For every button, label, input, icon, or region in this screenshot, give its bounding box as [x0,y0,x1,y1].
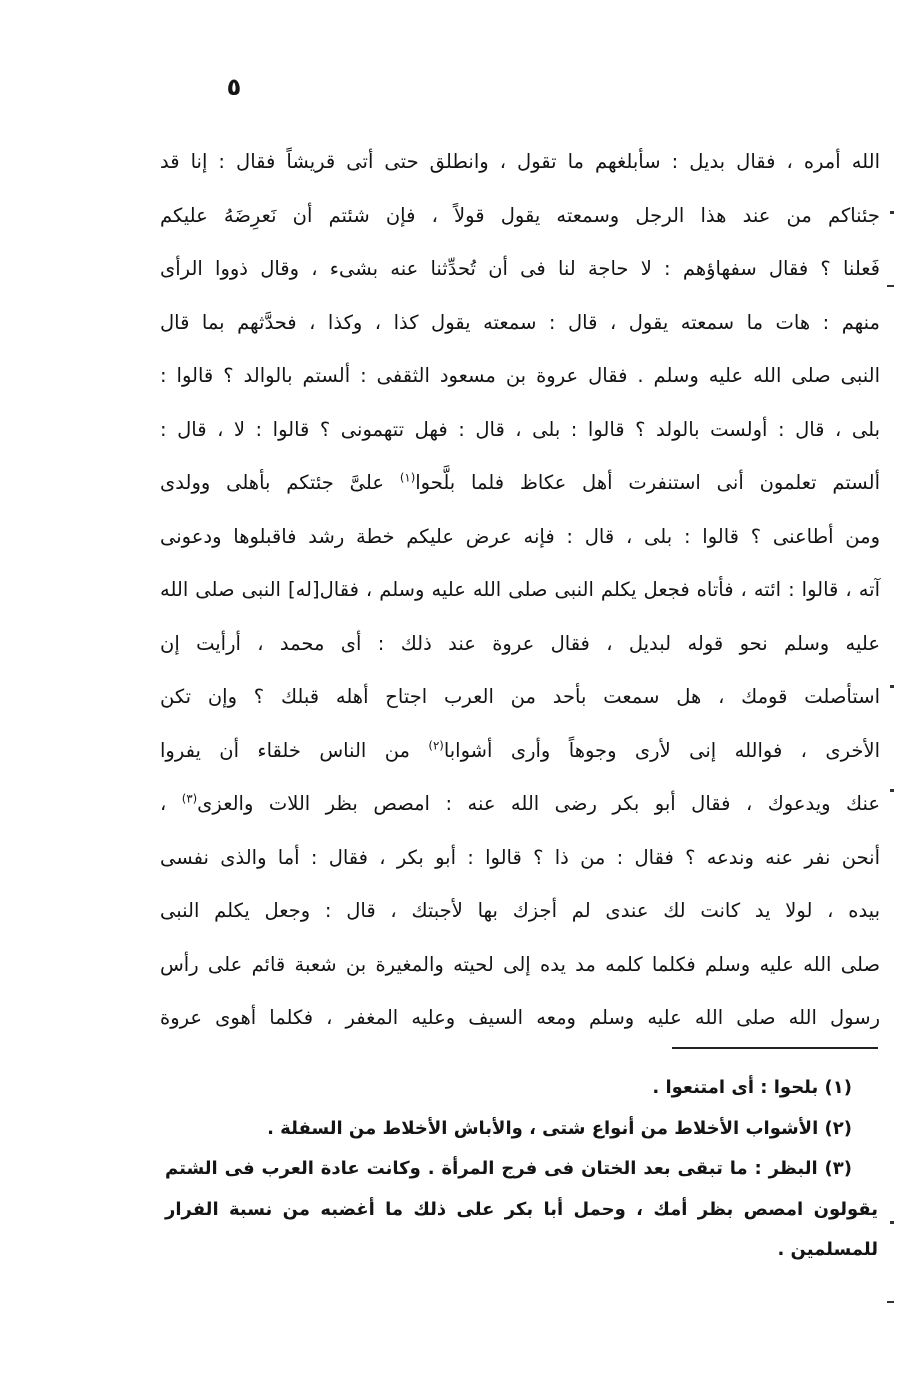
footnote-line: يقولون امصص بظر أمك ، وحمل أبا بكر على ذلك ما أغضبه من نسبة الفرار [165,1198,878,1220]
body-text-line: الله أمره ، فقال بديل : سأبلغهم ما تقول ، وانطلق حتى أتى قريشاً فقال : إنا قد [160,150,880,173]
margin-mark [887,285,894,287]
body-text-line: الأخرى ، فوالله إنى لأرى وجوهاً وأرى أشوابا$^{(٢)}$ من الناس خلقاء أن يفروا [160,738,880,762]
body-text-line: منهم : هات ما سمعته يقول ، قال : سمعته يقول كذا ، وكذا ، فحدَّثهم بما قال [160,310,880,334]
body-text-line: بلى ، قال : أولست بالولد ؟ قالوا : بلى ، قال : فهل تتهمونى ؟ قالوا : لا ، قال : [160,417,880,441]
body-text-line: عنك ويدعوك ، فقال أبو بكر رضى الله عنه : امصص بظر اللات والعزى$^{(٣)}$ ، [160,791,880,815]
margin-mark [890,685,894,688]
margin-mark [887,1301,894,1303]
margin-mark [890,211,894,214]
body-text-line: ومن أطاعنى ؟ قالوا : بلى ، قال : فإنه عرض عليكم خطة رشد فاقبلوها ودعونى [160,524,880,548]
main-text [160,135,880,1045]
margin-mark [890,1221,894,1224]
body-text-line: صلى الله عليه وسلم فكلما كلمه مد يده إلى لحيته والمغيرة بن شعبة قائم على رأس [160,952,880,976]
body-text-line: النبى صلى الله عليه وسلم . فقال عروة بن مسعود الثقفى : ألستم بالوالد ؟ قالوا : [160,364,880,387]
body-text-line: استأصلت قومك ، هل سمعت بأحد من العرب اجتاح أهله قبلك ؟ وإن تكن [160,685,880,708]
page-number: ٥ [226,73,242,101]
body-text-line: بيده ، لولا يد كانت لك عندى لم أجزك بها لأجبتك ، قال : وجعل يكلم النبى [160,899,880,922]
body-text-line: أنحن نفر عنه وندعه ؟ فقال : من ذا ؟ قالوا : أبو بكر ، فقال : أما والذى نفسى [160,845,880,869]
footnote-ref-marker: (٢) [428,738,444,752]
body-text-line: آته ، قالوا : ائته ، فأتاه فجعل يكلم النبى صلى الله عليه وسلم ، فقال[له] النبى صلى الله [160,578,880,601]
footnotes [165,1068,878,1271]
footnote-ref-marker: (١) [399,470,416,485]
body-text-line: فَعلنا ؟ فقال سفهاؤهم : لا حاجة لنا فى أن تُحدِّثنا عنه بشىء ، وقال ذووا الرأى [160,257,880,280]
margin-mark [890,789,894,792]
footnote-ref-marker: (٣) [181,791,198,806]
footnote-separator [672,1047,878,1049]
footnote-line: (٢) الأشواب الأخلاط من أنواع شتى ، والأباش الأخلاط من السفلة . [267,1117,852,1139]
body-text-line: عليه وسلم نحو قوله لبديل ، فقال عروة عند ذلك : أى محمد ، أرأيت إن [160,631,880,655]
footnote-line: للمسلمين . [777,1239,878,1260]
body-text-line: جئناكم من عند هذا الرجل وسمعته يقول قولاً ، فإن شئتم أن نَعرِضَهُ عليكم [160,203,880,227]
footnote-line: (١) بلحوا : أى امتنعوا . [652,1077,852,1098]
body-text-line: ألستم تعلمون أنى استنفرت أهل عكاظ فلما بلَّحوا$^{(١)}$ علىَّ جئتكم بأهلى وولدى [160,470,880,494]
footnote-line: (٣) البظر : ما تبقى بعد الختان فى فرج المرأة . وكانت عادة العرب فى الشتم [165,1158,852,1179]
body-text-line: رسول الله صلى الله عليه وسلم ومعه السيف وعليه المغفر ، فكلما أهوى عروة [160,1006,880,1029]
